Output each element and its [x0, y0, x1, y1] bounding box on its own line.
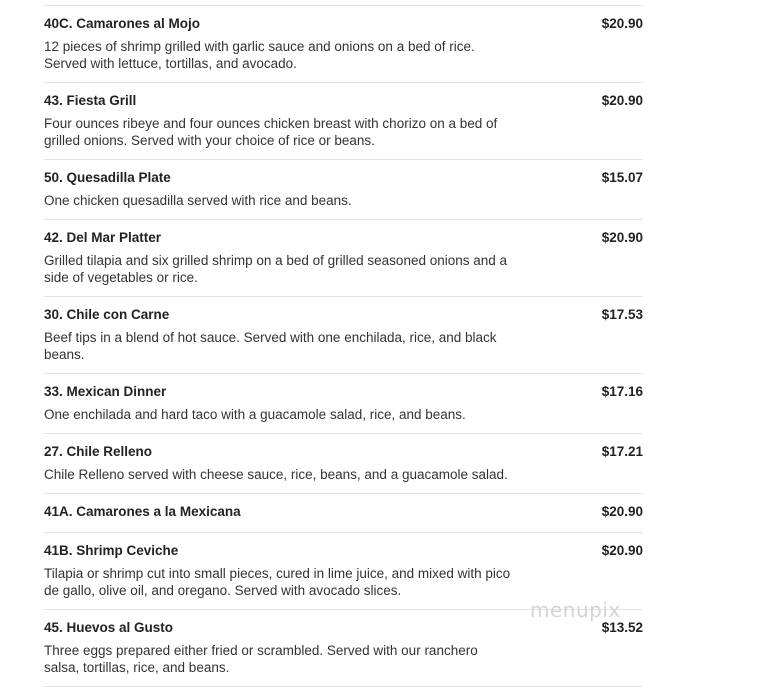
item-description: Tilapia or shrimp cut into small pieces, cured in lime juice, and mixed with pico de gallo, olive oil, and oregano. Served with avocado slices. [44, 566, 511, 598]
item-name: 27. Chile Relleno [44, 444, 153, 459]
item-description: Three eggs prepared either fried or scrambled. Served with our ranchero salsa, tortillas, rice, and beans. [44, 643, 478, 675]
menu-item [44, 374, 643, 434]
item-price: $17.21 [601, 444, 643, 459]
item-price: $17.53 [601, 307, 643, 322]
item-name: 41A. Camarones a la Mexicana [44, 504, 241, 519]
menu-item [44, 160, 643, 220]
item-description: 12 pieces of shrimp grilled with garlic sauce and onions on a bed of rice. Served with lettuce, tortillas, and avocado. [44, 39, 475, 71]
menu-item [44, 6, 643, 83]
item-description: Beef tips in a blend of hot sauce. Served with one enchilada, rice, and black beans. [44, 330, 497, 362]
item-name: 40C. Camarones al Mojo [44, 16, 201, 31]
item-name: 42. Del Mar Platter [44, 230, 162, 245]
item-price: $20.90 [601, 16, 643, 31]
item-price: $20.90 [601, 504, 643, 519]
item-description: Chile Relleno served with cheese sauce, rice, beans, and a guacamole salad. [44, 467, 508, 482]
watermark-logo: menupix [530, 598, 621, 622]
menu-item [44, 434, 643, 494]
menu-list [44, 5, 643, 687]
menu-item [44, 83, 643, 160]
item-price: $20.90 [601, 230, 643, 245]
item-price: $13.52 [601, 620, 643, 635]
item-description: Four ounces ribeye and four ounces chicken breast with chorizo on a bed of grilled onions. Served with your choice of rice or beans. [44, 116, 498, 148]
item-description: One enchilada and hard taco with a guacamole salad, rice, and beans. [44, 407, 466, 422]
item-name: 41B. Shrimp Ceviche [44, 543, 179, 558]
item-description: Grilled tilapia and six grilled shrimp on a bed of grilled seasoned onions and a side of vegetables or rice. [44, 253, 508, 285]
item-price: $20.90 [601, 543, 643, 558]
item-description: One chicken quesadilla served with rice and beans. [44, 193, 352, 208]
item-name: 50. Quesadilla Plate [44, 170, 171, 185]
item-name: 45. Huevos al Gusto [44, 620, 174, 635]
menu-item [44, 494, 643, 533]
item-price: $17.16 [601, 384, 643, 399]
item-price: $20.90 [601, 93, 643, 108]
menu-item [44, 220, 643, 297]
item-name: 33. Mexican Dinner [44, 384, 167, 399]
item-price: $15.07 [601, 170, 643, 185]
menu-item [44, 297, 643, 374]
item-name: 43. Fiesta Grill [44, 93, 137, 108]
item-name: 30. Chile con Carne [44, 307, 170, 322]
